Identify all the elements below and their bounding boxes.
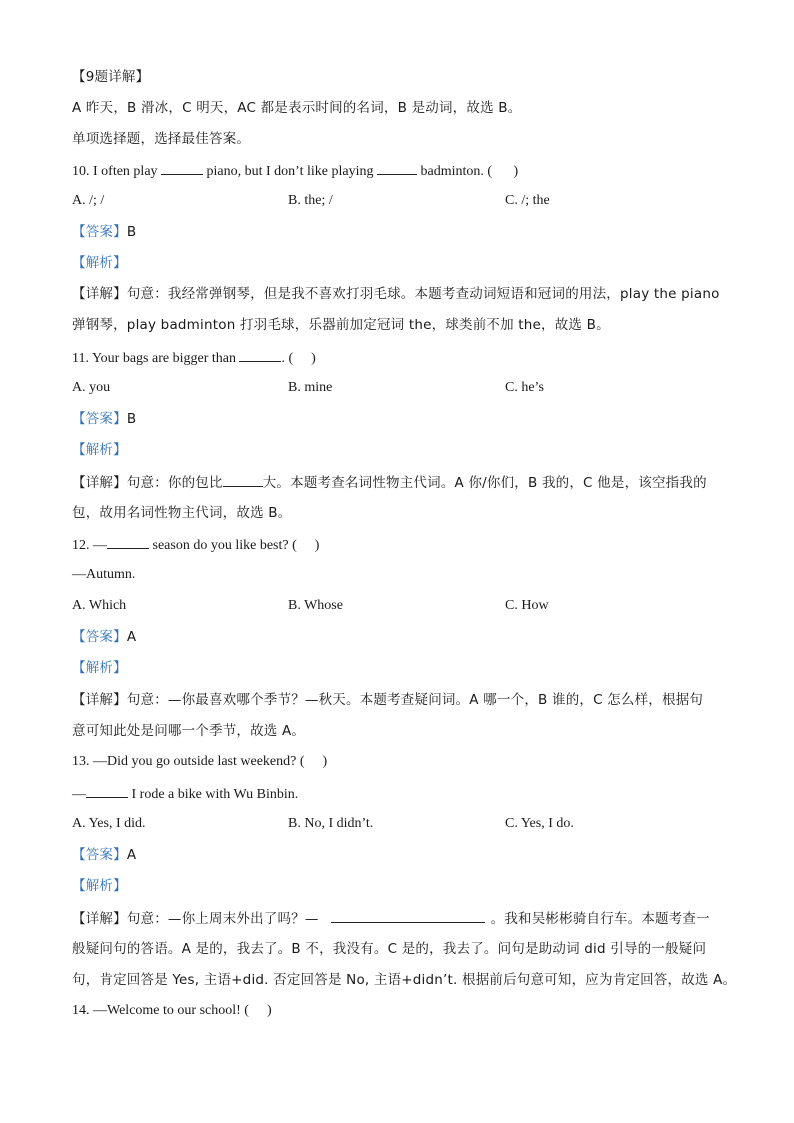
q10-option-a: A. /; /	[72, 193, 105, 208]
answer-value: B	[126, 224, 137, 240]
q14-stem	[72, 1001, 272, 1021]
q12-answer	[72, 627, 136, 647]
q13-detail-line-1	[72, 908, 710, 929]
q11-stem-part: )	[311, 351, 316, 366]
q11-blank	[239, 347, 281, 362]
detail-text: 句意：你的包比	[126, 475, 223, 491]
q10-option-b: B. the; /	[288, 193, 333, 208]
q13-stem	[72, 752, 327, 772]
q10-answer	[72, 222, 136, 242]
q9-detail-heading	[72, 67, 149, 87]
q12-blank	[107, 534, 149, 549]
answer-value: B	[126, 411, 137, 427]
q10-stem-part: 10. I often play	[72, 164, 158, 179]
q13-reply	[72, 783, 298, 805]
analysis-tag: 【解析】	[72, 442, 127, 458]
q12-detail-line-2: 意可知此处是问哪一个季节，故选 A。	[72, 723, 306, 739]
q13-option-c: C. Yes, I do.	[505, 816, 574, 831]
q10-blank-1	[161, 160, 203, 175]
detail-tag: 【详解】	[72, 286, 127, 302]
q13-reply-part: —	[72, 787, 86, 802]
detail-text: 。我和吴彬彬骑自行车。本题考查一	[490, 911, 710, 927]
q13-analysis	[72, 876, 127, 896]
analysis-tag: 【解析】	[72, 255, 127, 271]
analysis-tag: 【解析】	[72, 878, 127, 894]
q13-option-b: B. No, I didn’t.	[288, 816, 374, 831]
q13-detail-line-3: 句，肯定回答是 Yes, 主语+did. 否定回答是 No, 主语+didn’t. 根据前后句意可知，应为肯定回答，故选 A。	[72, 972, 737, 988]
q10-stem-part: piano, but I don’t like playing	[206, 164, 374, 179]
section-instruction: 单项选择题，选择最佳答案。	[72, 131, 251, 147]
q14-stem-part: )	[266, 1003, 272, 1018]
q13-option-a: A. Yes, I did.	[72, 816, 146, 831]
q10-stem-part: )	[513, 164, 519, 179]
q13-answer	[72, 845, 136, 865]
q11-option-a: A. you	[72, 380, 111, 395]
detail-text: 大。本题考查名词性物主代词。A 你/你们，B 我的，C 他是，该空指我的	[262, 475, 707, 491]
q10-stem-part: badminton. (	[420, 164, 493, 179]
q12-stem-part: 12. —	[72, 538, 107, 553]
detail-tag: 【详解】	[72, 475, 127, 491]
q9-explanation: A 昨天，B 滑冰，C 明天，AC 都是表示时间的名词，B 是动词，故选 B。	[72, 100, 522, 116]
q11-stem-part: 11. Your bags are bigger than	[72, 351, 236, 366]
q13-stem-part: 13. —Did you go outside last weekend? (	[72, 754, 305, 769]
q11-detail-line-2: 包，故用名词性物主代词，故选 B。	[72, 505, 292, 521]
q10-detail-line-2: 弹钢琴，play badminton 打羽毛球，乐器前加定冠词 the，球类前不加 the，故选 B。	[72, 317, 610, 333]
q10-stem	[72, 160, 518, 182]
q12-stem-part: season do you like best? (	[152, 538, 297, 553]
q11-option-c: C. he’s	[505, 380, 544, 395]
answer-tag: 【答案】	[72, 411, 127, 427]
analysis-tag: 【解析】	[72, 660, 127, 676]
detail-text: 句意：我经常弹钢琴，但是我不喜欢打羽毛球。本题考查动词短语和冠词的用法，play the piano	[126, 286, 720, 302]
q12-analysis	[72, 658, 127, 678]
q13-reply-part: I rode a bike with Wu Binbin.	[131, 787, 299, 802]
answer-tag: 【答案】	[72, 629, 127, 645]
q10-detail-line-1	[72, 284, 720, 304]
q13-stem-part: )	[322, 754, 328, 769]
q11-option-b: B. mine	[288, 380, 333, 395]
detail-text: 句意：—你上周末外出了吗？—	[126, 911, 319, 927]
q12-option-a: A. Which	[72, 598, 127, 613]
q12-option-b: B. Whose	[288, 598, 343, 613]
q12-stem	[72, 534, 319, 556]
answer-value: A	[126, 847, 137, 863]
q13-blank	[86, 783, 128, 798]
q14-stem-part: 14. —Welcome to our school! (	[72, 1003, 249, 1018]
answer-tag: 【答案】	[72, 224, 127, 240]
q11-detail-line-1	[72, 472, 707, 493]
detail-tag: 【详解】	[72, 911, 127, 927]
detail-text: 句意：—你最喜欢哪个季节？—秋天。本题考查疑问词。A 哪一个，B 谁的，C 怎么样，根据句	[126, 692, 704, 708]
q11-stem	[72, 347, 316, 369]
detail-tag: 【详解】	[72, 692, 127, 708]
q10-blank-2	[377, 160, 417, 175]
q11-analysis	[72, 440, 127, 460]
q13-detail-blank	[331, 908, 485, 923]
q12-reply: —Autumn.	[72, 567, 136, 582]
answer-value: A	[126, 629, 137, 645]
q12-option-c: C. How	[505, 598, 549, 613]
q10-option-c: C. /; the	[505, 193, 550, 208]
q12-stem-part: )	[314, 538, 320, 553]
q10-analysis	[72, 253, 127, 273]
detail-tag: 【9题详解】	[72, 69, 150, 85]
q13-detail-line-2: 般疑问句的答语。A 是的，我去了。B 不，我没有。C 是的，我去了。问句是助动词 did 引导的一般疑问	[72, 941, 707, 957]
answer-tag: 【答案】	[72, 847, 127, 863]
q11-answer	[72, 409, 136, 429]
q11-detail-blank	[223, 472, 263, 487]
q12-detail-line-1	[72, 690, 703, 710]
q11-stem-part: . (	[281, 351, 294, 366]
